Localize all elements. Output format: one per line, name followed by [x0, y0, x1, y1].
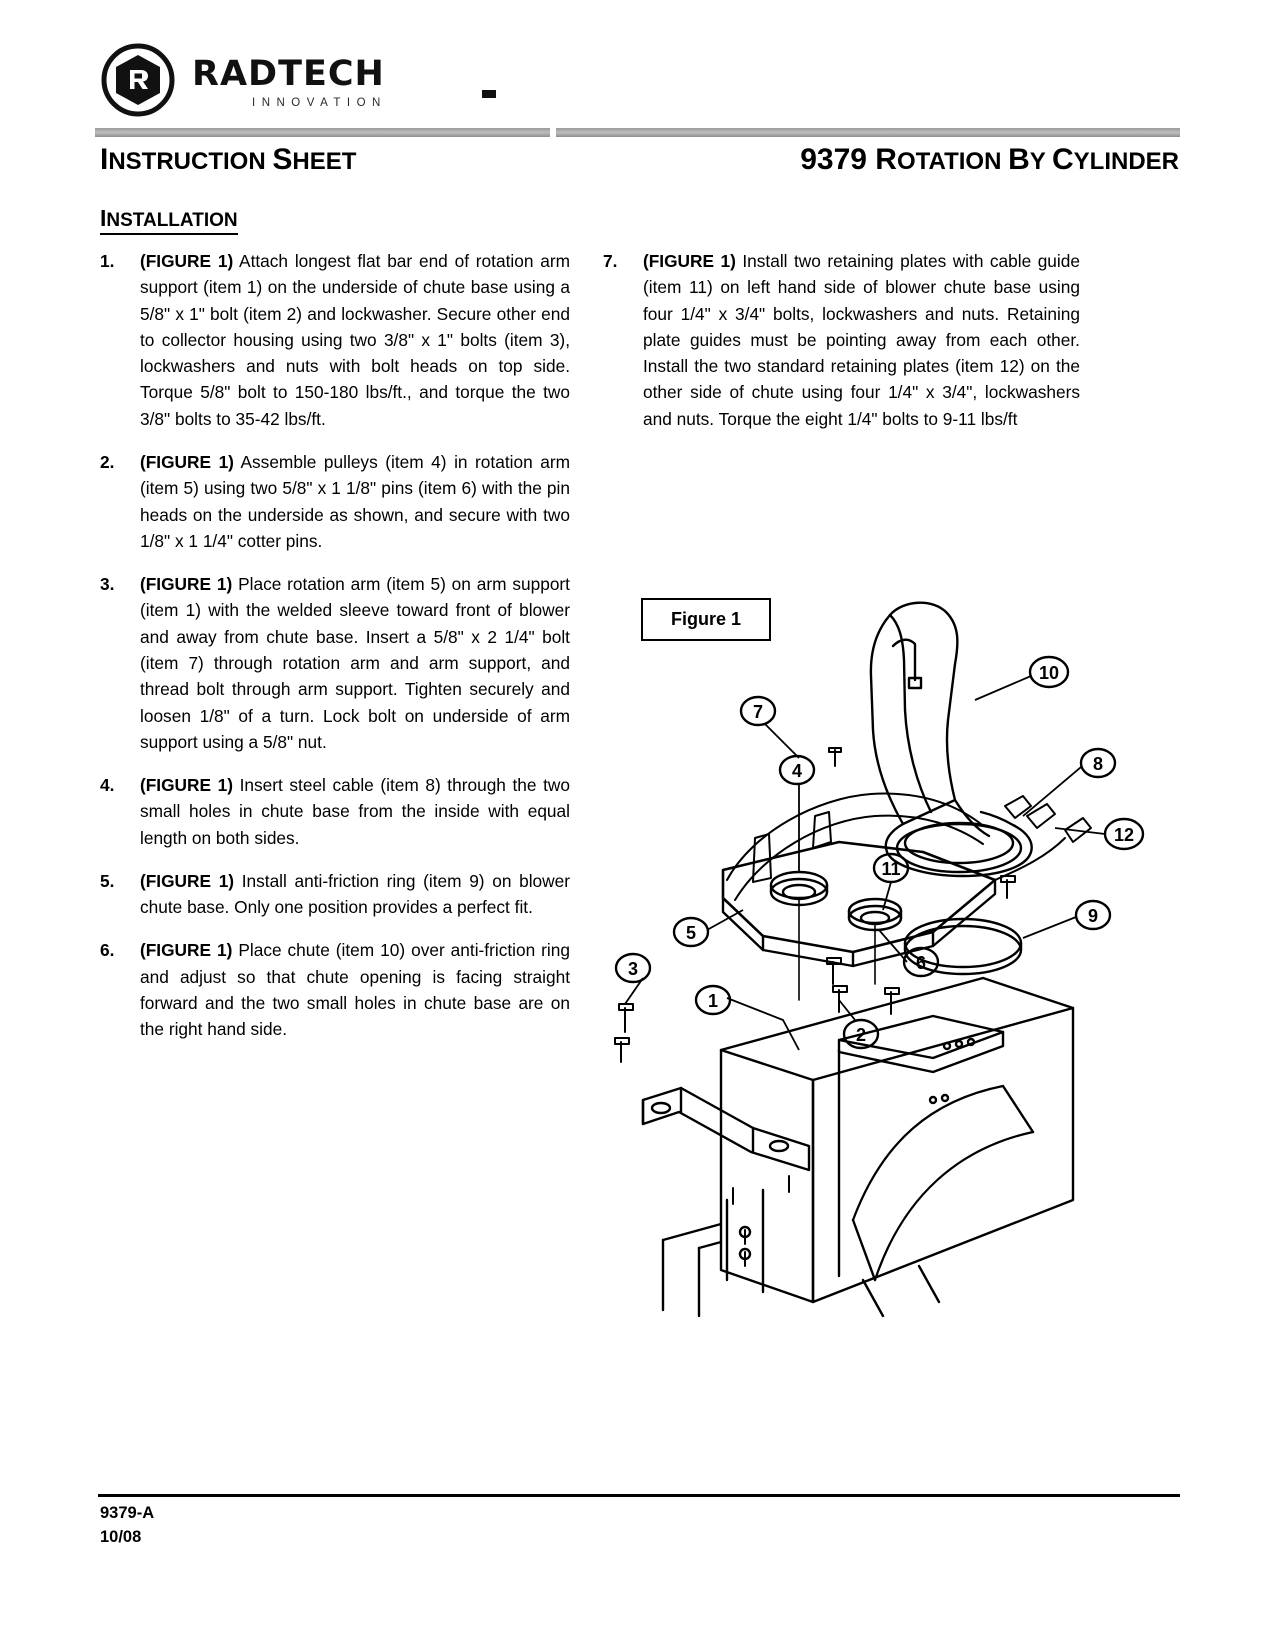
- title-right-c-rest: YLINDER: [1073, 148, 1179, 175]
- footer: [100, 1502, 154, 1550]
- header-rule-left: [95, 128, 550, 137]
- page-title-left: [100, 143, 356, 177]
- step-figure-ref: (FIGURE 1): [140, 251, 234, 271]
- step-number: 7.: [603, 251, 618, 271]
- step-figure-ref: (FIGURE 1): [643, 251, 736, 271]
- figure-1: [603, 580, 1163, 1320]
- brand-name: RADTECH: [192, 54, 385, 94]
- instruction-step: [100, 868, 570, 921]
- instruction-step: [100, 772, 570, 851]
- title-left-cap2: S: [272, 143, 293, 176]
- step-text: Install two retaining plates with cable guide (item 11) on left hand side of blower chute base using four 1/4" x 3/4" bolts, lockwashers and nuts. Retaining plate guides must be pointing away from each other. Install the two standard retaining plates (item 12) on the other side of chute using four 1/4" x 3/4", lockwashers and nuts. Torque the eight 1/4" bolts to 9-11 lbs/ft: [643, 251, 1080, 429]
- step-text: Install anti-friction ring (item 9) on blower chute base. Only one position provides a perfect fit.: [140, 870, 570, 918]
- page-title-right: [800, 143, 1179, 177]
- title-right-c-cap: C: [1051, 143, 1074, 176]
- radtech-hex-logo-icon: [100, 42, 176, 118]
- step-text: Place rotation arm (item 5) on arm support (item 1) with the welded sleeve toward front of blower and away from chute base. Insert a 5/8" x 2 1/4" bolt (item 7) through rotation arm and arm support, and thread bolt through arm support. Tighten securely and loosen 1/8" of a turn. Lock bolt on underside of arm support using a 5/8" nut.: [140, 574, 570, 752]
- section-heading-cap: I: [100, 205, 107, 231]
- figure-callout-5: 5: [685, 923, 697, 943]
- step-text: Assemble pulleys (item 4) in rotation arm (item 5) using two 5/8" x 1 1/8" pins (item 6) with the pin heads on the underside as shown, and secure with two 1/8" x 1 1/4" cotter pins.: [140, 451, 570, 551]
- step-number: 6.: [100, 940, 115, 961]
- step-number: 4.: [100, 775, 115, 796]
- instruction-step: [100, 937, 570, 1042]
- brand-tagline: INNOVATION: [252, 97, 387, 109]
- figure-callout-8: 8: [1092, 754, 1104, 774]
- instruction-step: [100, 571, 570, 755]
- header-rule-right: [556, 128, 1180, 137]
- figure-callout-12: 12: [1113, 825, 1135, 845]
- title-right-r-cap: R: [875, 143, 897, 176]
- footer-divider: [98, 1494, 1180, 1497]
- footer-doc-number: 9379-A: [100, 1504, 155, 1522]
- instruction-step: [100, 449, 570, 554]
- exploded-assembly-diagram: [603, 580, 1163, 1320]
- section-heading-installation: [100, 205, 238, 235]
- section-heading-rest: NSTALLATION: [106, 210, 238, 231]
- step-figure-ref: (FIGURE 1): [140, 940, 233, 961]
- title-right-number: 9379: [800, 143, 876, 176]
- step-text: Place chute (item 10) over anti-friction ring and adjust so that chute opening is facing straight forward and the two small holes in chute base are on the right hand side.: [140, 940, 570, 1040]
- step-number: 2.: [100, 451, 115, 472]
- footer-date: 10/08: [100, 1527, 142, 1546]
- instruction-step: [100, 248, 570, 432]
- step-number: 1.: [100, 251, 115, 271]
- figure-callout-10: 10: [1038, 663, 1060, 683]
- figure-callout-3: 3: [627, 959, 639, 979]
- step-text: Attach longest flat bar end of rotation arm support (item 1) on the underside of chute base using a 5/8" x 1" bolt (item 2) and lockwasher. Secure other end to collector housing using two 3/8" x 1" bolts (item 3), lockwashers and nuts with bolt heads on top side. Torque 5/8" bolt to 150-180 lbs/ft., and torque the two 3/8" bolts to 35-42 lbs/ft.: [140, 251, 570, 429]
- title-right-b-cap: B: [1008, 143, 1030, 176]
- logo-accent-bar: [482, 90, 496, 98]
- step-figure-ref: (FIGURE 1): [140, 451, 234, 472]
- step-text: Insert steel cable (item 8) through the two small holes in chute base from the inside with equal length on both sides.: [140, 775, 570, 848]
- title-left-rest2: HEET: [292, 148, 357, 175]
- figure-callout-9: 9: [1087, 906, 1099, 926]
- title-right-r-rest: OTATION: [896, 148, 1009, 175]
- instructions-column-left: [100, 248, 570, 1060]
- step-figure-ref: (FIGURE 1): [140, 775, 233, 796]
- figure-label: Figure 1: [641, 598, 771, 641]
- figure-callout-11: 11: [881, 859, 901, 879]
- figure-callout-2: 2: [855, 1025, 867, 1045]
- title-left-cap1: I: [100, 143, 109, 176]
- step-number: 3.: [100, 574, 115, 595]
- instruction-step: [603, 248, 1080, 432]
- figure-callout-7: 7: [752, 702, 764, 722]
- figure-callout-4: 4: [791, 761, 803, 781]
- instructions-column-right: [603, 248, 1080, 449]
- figure-callout-1: 1: [707, 991, 719, 1011]
- brand-logo: [100, 42, 520, 122]
- figure-callout-6: 6: [915, 953, 927, 973]
- step-figure-ref: (FIGURE 1): [140, 870, 235, 891]
- title-right-b-rest: Y: [1029, 148, 1052, 175]
- step-figure-ref: (FIGURE 1): [140, 574, 233, 595]
- step-number: 5.: [100, 870, 115, 891]
- title-left-rest1: NSTRUCTION: [108, 148, 273, 175]
